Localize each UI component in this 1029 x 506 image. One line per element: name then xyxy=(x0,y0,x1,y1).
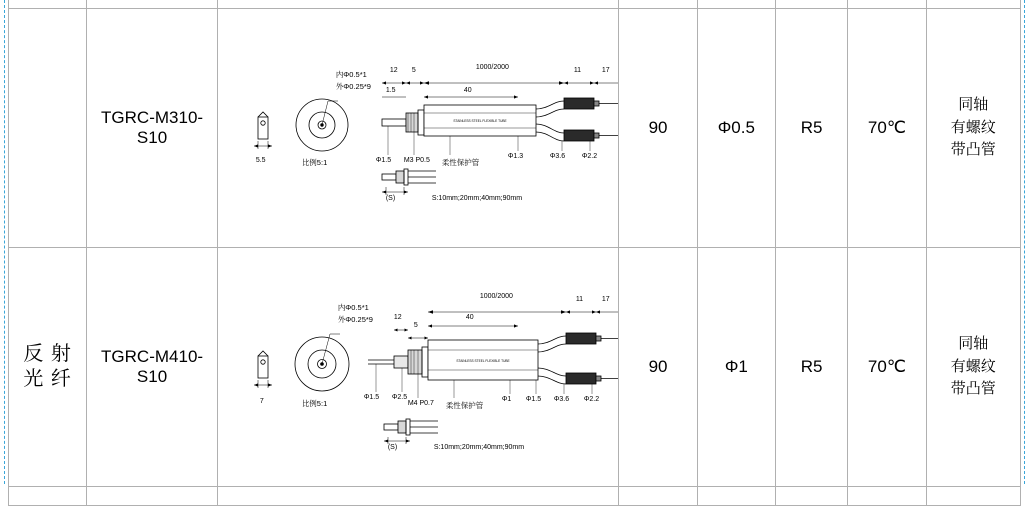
s-tag-label: (S) xyxy=(387,444,398,451)
cell-drawing xyxy=(217,9,619,248)
cell-model xyxy=(87,9,218,248)
dim-5-label: 5 xyxy=(413,322,418,329)
cell-length xyxy=(619,248,697,487)
cell-bot-6 xyxy=(775,487,847,506)
cell-top-3 xyxy=(217,0,619,9)
bend-radius-value: R5 xyxy=(800,357,823,376)
diam-1p5b-label: Φ1.5 xyxy=(525,396,542,403)
cell-drawing xyxy=(217,248,619,487)
cut-guide-left-icon xyxy=(4,0,5,484)
cell-model xyxy=(87,248,218,487)
head-dim-label: 7 xyxy=(259,398,264,405)
category-line-1: 反 射 xyxy=(23,343,72,365)
cell-bend-radius xyxy=(775,248,847,487)
cell-temperature xyxy=(848,9,926,248)
cell-top-7 xyxy=(848,0,926,9)
svg-text:STAINLESS STEEL FLEXIBLE TUBE: STAINLESS STEEL FLEXIBLE TUBE xyxy=(456,359,510,363)
cell-diameter xyxy=(697,248,775,487)
cable-length-label: 1000/2000 xyxy=(475,64,509,71)
category-line-2: 光 纤 xyxy=(23,368,72,390)
note-line-3: 带凸管 xyxy=(950,141,996,159)
cell-bot-2 xyxy=(87,487,218,506)
model-label: TGRC-M310-S10 xyxy=(101,108,204,147)
core-label-outer: 外Φ0.25*9 xyxy=(337,315,373,324)
cell-top-1 xyxy=(9,0,87,9)
scale-label: 比例5:1 xyxy=(301,399,328,408)
cell-temperature xyxy=(848,248,926,487)
cell-note xyxy=(926,9,1020,248)
dim-40-label: 40 xyxy=(463,87,472,94)
cell-note xyxy=(926,248,1020,487)
diam-1p3-label: Φ1.3 xyxy=(507,153,524,160)
length-value: 90 xyxy=(648,357,668,376)
cut-guide-right-icon xyxy=(1024,0,1025,484)
cell-top-2 xyxy=(87,0,218,9)
diam-1p5-label: Φ1.5 xyxy=(375,157,392,164)
model-label: TGRC-M410-S10 xyxy=(101,347,204,386)
diam-2p2-label: Φ2.2 xyxy=(581,153,598,160)
cell-top-5 xyxy=(697,0,775,9)
cell-bot-3 xyxy=(217,487,619,506)
dim-1p5-label: 1.5 xyxy=(385,87,396,94)
diam-3p6-label: Φ3.6 xyxy=(549,153,566,160)
diam-1p5-label: Φ1.5 xyxy=(363,394,380,401)
note-line-1: 同轴 xyxy=(958,335,989,353)
note-line-3: 带凸管 xyxy=(950,380,996,398)
cell-top-4 xyxy=(619,0,697,9)
s-tag-label: (S) xyxy=(385,195,396,202)
diam-1-label: Φ1 xyxy=(501,396,512,403)
dim-12-label: 12 xyxy=(389,67,398,74)
temperature-value: 70℃ xyxy=(867,118,906,137)
dim-5-label: 5 xyxy=(411,67,416,74)
cell-bot-1 xyxy=(9,487,87,506)
diameter-value: Φ1 xyxy=(724,357,748,376)
diam-2p2-label: Φ2.2 xyxy=(583,396,600,403)
table-row xyxy=(9,9,1021,248)
note-line-2: 有螺纹 xyxy=(950,118,996,136)
scale-label: 比例5:1 xyxy=(301,158,328,167)
thread-label: M4 P0.7 xyxy=(407,400,434,407)
dim-12-label: 12 xyxy=(393,314,402,321)
core-label-outer: 外Φ0.25*9 xyxy=(335,82,371,91)
temperature-value: 70℃ xyxy=(867,357,906,376)
cell-bot-5 xyxy=(697,487,775,506)
cell-top-6 xyxy=(775,0,847,9)
dim-40-label: 40 xyxy=(465,314,474,321)
note-line-1: 同轴 xyxy=(958,96,989,114)
drawing-m410 xyxy=(218,248,618,486)
dim-11-label: 11 xyxy=(573,67,582,74)
head-dim-label: 5.5 xyxy=(255,157,266,164)
svg-text:STAINLESS STEEL FLEXIBLE TUBE: STAINLESS STEEL FLEXIBLE TUBE xyxy=(453,119,507,123)
length-value: 90 xyxy=(648,118,668,137)
cell-bot-8 xyxy=(926,487,1020,506)
fiber-spec-table xyxy=(8,0,1021,506)
dim-17-label: 17 xyxy=(601,67,610,74)
sheath-label: 柔性保护管 xyxy=(445,401,484,410)
table-row-bottom-partial xyxy=(9,487,1021,506)
s-note-label: S:10mm;20mm;40mm;90mm xyxy=(433,444,525,451)
diam-3p6-label: Φ3.6 xyxy=(553,396,570,403)
cell-category xyxy=(9,9,87,248)
cell-bot-4 xyxy=(619,487,697,506)
table-row xyxy=(9,248,1021,487)
cell-bot-7 xyxy=(848,487,926,506)
diam-2p5-label: Φ2.5 xyxy=(391,394,408,401)
table-row-top-partial xyxy=(9,0,1021,9)
cell-bend-radius xyxy=(775,9,847,248)
cell-length xyxy=(619,9,697,248)
sheath-label: 柔性保护管 xyxy=(441,158,480,167)
bend-radius-value: R5 xyxy=(800,118,823,137)
core-label-inner: 内Φ0.5*1 xyxy=(337,303,369,312)
note-line-2: 有螺纹 xyxy=(950,357,996,375)
cell-category xyxy=(9,248,87,487)
cell-top-8 xyxy=(926,0,1020,9)
cell-diameter xyxy=(697,9,775,248)
diameter-value: Φ0.5 xyxy=(717,118,755,137)
core-label-inner: 内Φ0.5*1 xyxy=(335,70,367,79)
thread-label: M3 P0.5 xyxy=(403,157,430,164)
cable-length-label: 1000/2000 xyxy=(479,293,513,300)
dim-11-label: 11 xyxy=(575,296,584,303)
drawing-svg-m310 xyxy=(218,9,618,247)
drawing-svg-m410 xyxy=(218,248,618,486)
drawing-m310 xyxy=(218,9,618,247)
dim-17-label: 17 xyxy=(601,296,610,303)
s-note-label: S:10mm;20mm;40mm;90mm xyxy=(431,195,523,202)
